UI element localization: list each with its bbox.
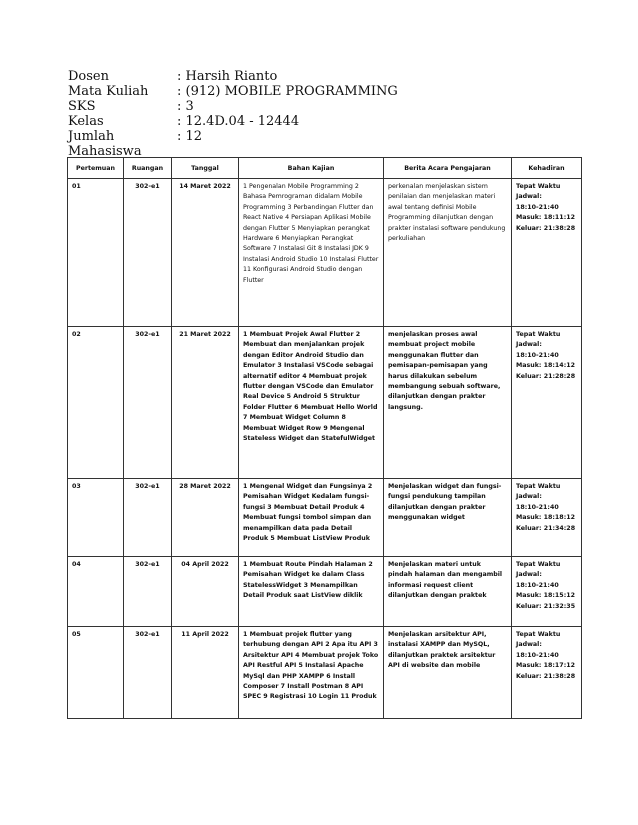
- table-row: [68, 327, 582, 479]
- cell-kehadiran: Tepat Waktu Jadwal: 18:10-21:40 Masuk: 18:15:12 Keluar: 21:32:35: [512, 557, 582, 627]
- cell-berita-acara: Menjelaskan arsitektur API, instalasi XAMPP dan MySQL, dilanjutkan praktek arsitektur API di website dan mobile: [384, 627, 512, 719]
- header-bahan-kajian: Bahan Kajian: [239, 158, 384, 179]
- cell-tanggal: 11 April 2022: [172, 627, 239, 719]
- cell-ruangan: 302-e1: [124, 627, 172, 719]
- table-row: [68, 479, 582, 557]
- header-tanggal: Tanggal: [172, 158, 239, 179]
- cell-tanggal: 28 Maret 2022: [172, 479, 239, 557]
- cell-bahan-kajian: 1 Mengenal Widget dan Fungsinya 2 Pemisahan Widget Kedalam fungsi-fungsi 3 Membuat Detail Produk 4 Membuat fungsi tombol simpan dan menampilkan data pada Detail Produk 5 Membuat ListView Produk: [239, 479, 384, 557]
- cell-berita-acara: Menjelaskan materi untuk pindah halaman dan mengambil informasi request client dilanjutkan dengan praktek: [384, 557, 512, 627]
- cell-pertemuan: 03: [68, 479, 124, 557]
- cell-ruangan: 302-e1: [124, 327, 172, 479]
- header-pertemuan: Pertemuan: [68, 158, 124, 179]
- course-info: [68, 69, 468, 159]
- jumlah-value: : 12: [177, 129, 203, 144]
- cell-tanggal: 14 Maret 2022: [172, 179, 239, 327]
- cell-kehadiran: Tepat Waktu Jadwal: 18:10-21:40 Masuk: 18:18:12 Keluar: 21:34:28: [512, 479, 582, 557]
- cell-bahan-kajian: 1 Membuat Route Pindah Halaman 2 Pemisahan Widget ke dalam Class StatelessWidget 3 Menampilkan Detail Produk saat ListView diklik: [239, 557, 384, 627]
- cell-berita-acara: Menjelaskan widget dan fungsi-fungsi pendukung tampilan dilanjutkan dengan prakter menggunakan widget: [384, 479, 512, 557]
- jumlah-label: Jumlah Mahasiswa: [68, 129, 142, 159]
- cell-ruangan: 302-e1: [124, 557, 172, 627]
- info-row-kelas: [68, 114, 468, 129]
- cell-kehadiran: Tepat Waktu Jadwal: 18:10-21:40 Masuk: 18:11:12 Keluar: 21:38:28: [512, 179, 582, 327]
- info-row-sks: [68, 99, 468, 114]
- cell-tanggal: 21 Maret 2022: [172, 327, 239, 479]
- matkul-value: : (912) MOBILE PROGRAMMING: [177, 84, 398, 99]
- header-kehadiran: Kehadiran: [512, 158, 582, 179]
- attendance-table: [67, 157, 582, 719]
- cell-pertemuan: 01: [68, 179, 124, 327]
- cell-bahan-kajian: 1 Membuat projek flutter yang terhubung dengan API 2 Apa itu API 3 Arsitektur API 4 Membuat projek Toko API Restful API 5 Instalasi Apache MySql dan PHP XAMPP 6 Install Composer 7 Install Postman 8 API SPEC 9 Registrasi 10 Login 11 Produk: [239, 627, 384, 719]
- cell-kehadiran: Tepat Waktu Jadwal: 18:10-21:40 Masuk: 18:14:12 Keluar: 21:28:28: [512, 327, 582, 479]
- cell-ruangan: 302-e1: [124, 179, 172, 327]
- cell-pertemuan: 04: [68, 557, 124, 627]
- table-row: [68, 627, 582, 719]
- info-row-matkul: [68, 84, 468, 99]
- cell-ruangan: 302-e1: [124, 479, 172, 557]
- dosen-label: Dosen: [68, 69, 109, 84]
- header-ruangan: Ruangan: [124, 158, 172, 179]
- dosen-value: : Harsih Rianto: [177, 69, 278, 84]
- cell-berita-acara: menjelaskan proses awal membuat project mobile menggunakan flutter dan pemisapan-pemisapan yang harus dilakukan sebelum membangung sebuah software, dilanjutkan dengan prakter langsung.: [384, 327, 512, 479]
- cell-bahan-kajian: 1 Membuat Projek Awal Flutter 2 Membuat dan menjalankan projek dengan Editor Android Studio dan Emulator 3 Instalasi VSCode sebagai alternatif editor 4 Membuat projek flutter dengan VSCode dan Emulator Real Device 5 Android 5 Struktur Folder Flutter 6 Membuat Hello World 7 Membuat Widget Column 8 Membuat Widget Row 9 Mengenal Stateless Widget dan StatefulWidget: [239, 327, 384, 479]
- sks-value: : 3: [177, 99, 194, 114]
- sks-label: SKS: [68, 99, 96, 114]
- header-berita-acara: Berita Acara Pengajaran: [384, 158, 512, 179]
- cell-pertemuan: 02: [68, 327, 124, 479]
- table-row: [68, 179, 582, 327]
- info-row-jumlah: [68, 129, 468, 159]
- cell-bahan-kajian: 1 Pengenalan Mobile Programming 2 Bahasa Pemrograman didalam Mobile Programming 3 Perbandingan Flutter dan React Native 4 Persiapan Aplikasi Mobile dengan Flutter 5 Menyiapkan perangkat Hardware 6 Menyiapkan Perangkat Software 7 Instalasi Git 8 Instalasi JDK 9 Instalasi Android Studio 10 Instalasi Flutter 11 Konfigurasi Android Studio dengan Flutter: [239, 179, 384, 327]
- table-header-row: [68, 158, 582, 179]
- kelas-label: Kelas: [68, 114, 104, 129]
- cell-kehadiran: Tepat Waktu Jadwal: 18:10-21:40 Masuk: 18:17:12 Keluar: 21:38:28: [512, 627, 582, 719]
- table-row: [68, 557, 582, 627]
- cell-berita-acara: perkenalan menjelaskan sistem penilaian dan menjelaskan materi awal tentang definisi Mobile Programming dilanjutkan dengan prakter instalasi software pendukung perkuliahan: [384, 179, 512, 327]
- cell-tanggal: 04 April 2022: [172, 557, 239, 627]
- info-row-dosen: [68, 69, 468, 84]
- matkul-label: Mata Kuliah: [68, 84, 149, 99]
- cell-pertemuan: 05: [68, 627, 124, 719]
- kelas-value: : 12.4D.04 - 12444: [177, 114, 300, 129]
